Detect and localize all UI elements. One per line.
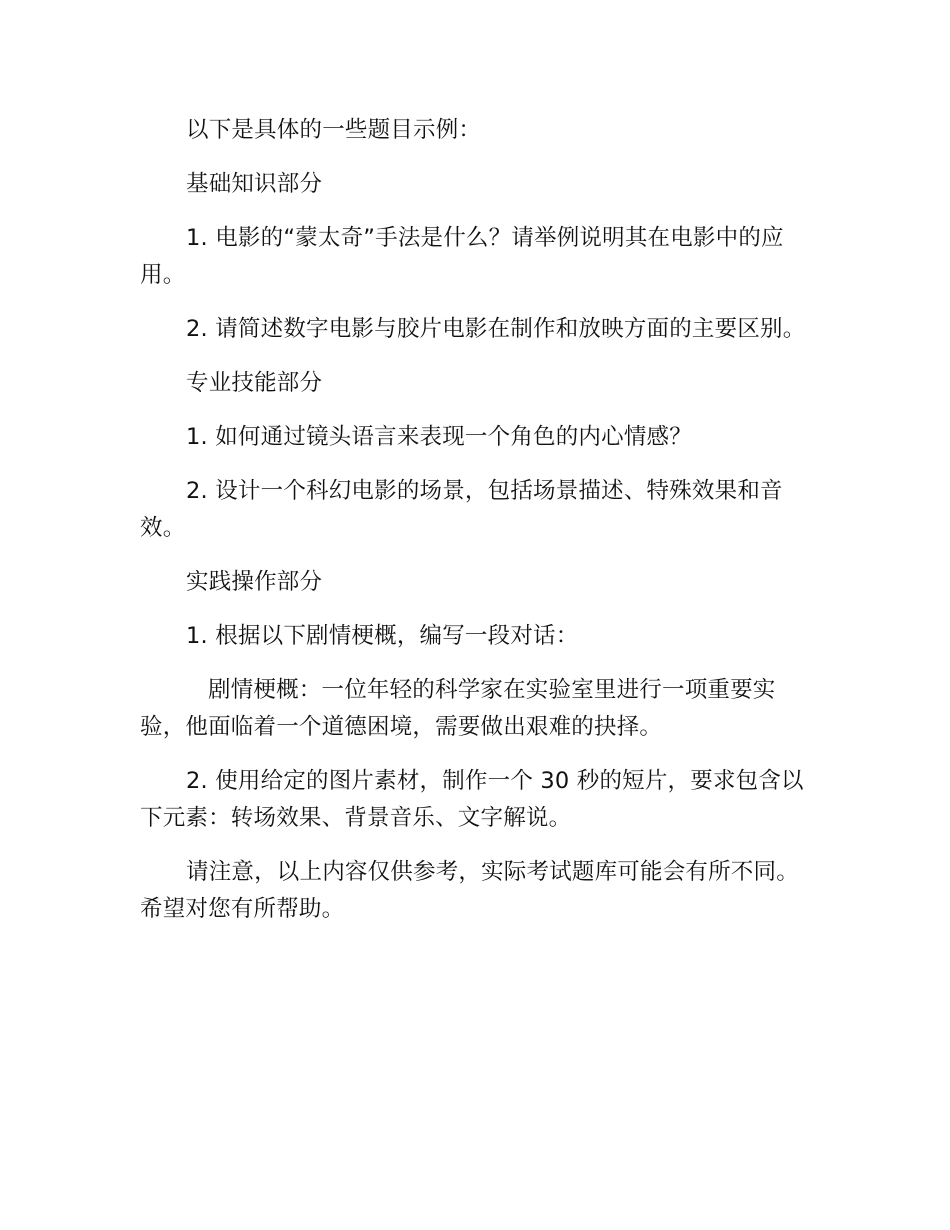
question-item: 1. 根据以下剧情梗概，编写一段对话： (186, 623, 579, 649)
question-item: 2. 设计一个科幻电影的场景，包括场景描述、特殊效果和音效。 (140, 478, 783, 541)
question-item: 1. 如何通过镜头语言来表现一个角色的内心情感？ (186, 424, 692, 450)
section-heading-practice: 实践操作部分 (186, 569, 323, 595)
question-item: 2. 请简述数字电影与胶片电影在制作和放映方面的主要区别。 (186, 316, 806, 342)
question-item: 2. 使用给定的图片素材，制作一个 30 秒的短片，要求包含以下元素：转场效果、背景音乐、文字解说。 (140, 768, 804, 831)
plot-synopsis: 剧情梗概：一位年轻的科学家在实验室里进行一项重要实验，他面临着一个道德困境，需要做出艰难的抉择。 (140, 677, 776, 740)
section-heading-basics: 基础知识部分 (186, 171, 323, 197)
section-heading-skills: 专业技能部分 (186, 370, 323, 396)
question-item: 1. 电影的“蒙太奇”手法是什么？请举例说明其在电影中的应用。 (140, 225, 784, 288)
closing-paragraph: 请注意，以上内容仅供参考，实际考试题库可能会有所不同。希望对您有所帮助。 (140, 859, 799, 922)
document-body (140, 112, 812, 945)
intro-paragraph: 以下是具体的一些题目示例： (186, 117, 482, 143)
